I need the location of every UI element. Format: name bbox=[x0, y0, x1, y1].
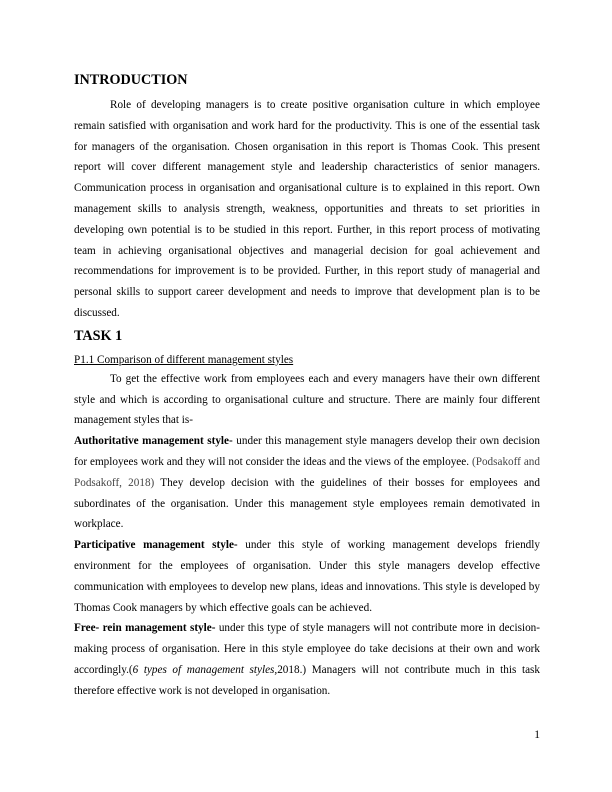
authoritative-citation: (Podsakoff and Podsakoff, 2018) bbox=[74, 455, 540, 489]
authoritative-style-label: Authoritative management style- bbox=[74, 435, 233, 448]
free-rein-citation-title: 6 types of management styles, bbox=[132, 663, 278, 676]
authoritative-style-paragraph bbox=[74, 431, 540, 535]
task1-heading: TASK 1 bbox=[74, 327, 123, 344]
free-rein-style-text-continued: Managers will not contribute much in this task therefore effective work is not developed in organisation. bbox=[74, 663, 540, 697]
page-content bbox=[74, 70, 540, 702]
free-rein-style-text: under this type of style managers will not contribute more in decision- making process of organisation. Here in this style employee do take decisions at their own and work accordingly.( bbox=[74, 622, 540, 676]
authoritative-style-text: under this management style managers develop their own decision for employees work and they will not consider the ideas and the views of the employee. bbox=[74, 435, 540, 468]
participative-style-text: under this style of working management develops friendly environment for the employees of organisation. Under this style managers develop effective communication with employees to develop new plans, ideas and innovations. This style is developed by Thomas Cook managers by which effective goals can be achieved. bbox=[74, 539, 540, 614]
introduction-paragraph: Role of developing managers is to create positive organisation culture in which employee remain satisfied with organisation and work hard for the productivity. This is one of the essential task for managers of the organisation. Chosen organisation in this report is Thomas Cook. This present report will cover different management style and leadership characteristics of senior managers. Communication process in organisation and organisational culture is to explained in this report. Own management skills to analysis strength, weakness, opportunities and threats to set priorities in developing own potential is to be studied in this report. Further, in this report process of motivating team in achieving organisational objectives and managerial decision for goal achievement and recommendations for improvement is to be provided. Further, in this report study of managerial and personal skills to support career development and needs to improve that development plan is to be discussed. bbox=[74, 99, 540, 319]
participative-style-paragraph bbox=[74, 535, 540, 618]
free-rein-style-label: Free- rein management style- bbox=[74, 622, 216, 635]
authoritative-style-text-continued: They develop decision with the guidelines of their bosses for employees and subordinates of the organisation. Under this management style employees remain demotivated in workplace. bbox=[74, 476, 540, 531]
participative-style-label: Participative management style- bbox=[74, 539, 238, 552]
task1-subheading: P1.1 Comparison of different management styles bbox=[74, 353, 294, 366]
task1-intro-paragraph: To get the effective work from employees each and every managers have their own different style and which is according to organisational culture and structure. There are mainly four different management styles that is- bbox=[74, 372, 540, 427]
introduction-heading: INTRODUCTION bbox=[74, 72, 188, 88]
free-rein-citation-year: 2018.) bbox=[277, 663, 307, 676]
free-rein-style-paragraph bbox=[74, 618, 540, 701]
page-number: 1 bbox=[534, 729, 540, 741]
